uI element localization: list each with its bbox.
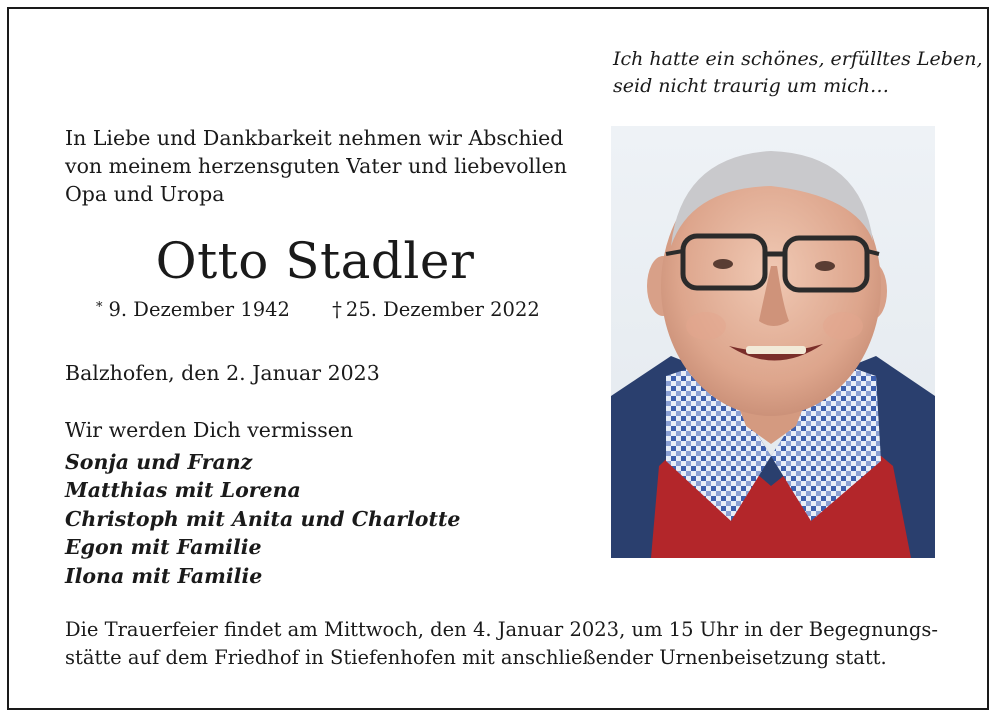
funeral-line-1: Die Trauerfeier findet am Mittwoch, den 4. Januar 2023, um 15 Uhr in der Begegnungs- xyxy=(65,618,938,641)
quote-line-1: Ich hatte ein schönes, erfülltes Leben, xyxy=(613,48,983,70)
death-cross-icon: † xyxy=(332,298,342,321)
mourner-item: Egon mit Familie xyxy=(65,535,262,560)
quote-line-2: seid nicht traurig um mich… xyxy=(613,75,890,97)
portrait-photo xyxy=(611,126,935,558)
deceased-name: Otto Stadler xyxy=(155,232,475,290)
birth-date: 9. Dezember 1942 xyxy=(108,298,290,321)
funeral-line-2: stätte auf dem Friedhof in Stiefenhofen mit anschließender Urnenbeisetzung statt. xyxy=(65,646,887,669)
quote xyxy=(613,46,983,100)
place-and-date: Balzhofen, den 2. Januar 2023 xyxy=(65,361,380,385)
intro-line-1: In Liebe und Dankbarkeit nehmen wir Abschied xyxy=(65,126,564,150)
intro-text xyxy=(65,124,585,208)
life-dates xyxy=(96,297,540,326)
birth-star-icon: * xyxy=(96,300,103,315)
funeral-notice xyxy=(65,616,965,672)
mourners-list xyxy=(65,448,460,590)
death-date: 25. Dezember 2022 xyxy=(345,298,540,321)
mourner-item: Christoph mit Anita und Charlotte xyxy=(65,506,461,531)
intro-line-2: von meinem herzensguten Vater und liebevollen xyxy=(65,154,568,178)
mourner-item: Sonja und Franz xyxy=(65,450,253,474)
mourner-item: Matthias mit Lorena xyxy=(65,478,301,503)
miss-text: Wir werden Dich vermissen xyxy=(65,418,354,442)
intro-line-3: Opa und Uropa xyxy=(65,182,225,206)
portrait-illustration xyxy=(611,126,935,558)
mourner-item: Ilona mit Familie xyxy=(65,563,263,588)
